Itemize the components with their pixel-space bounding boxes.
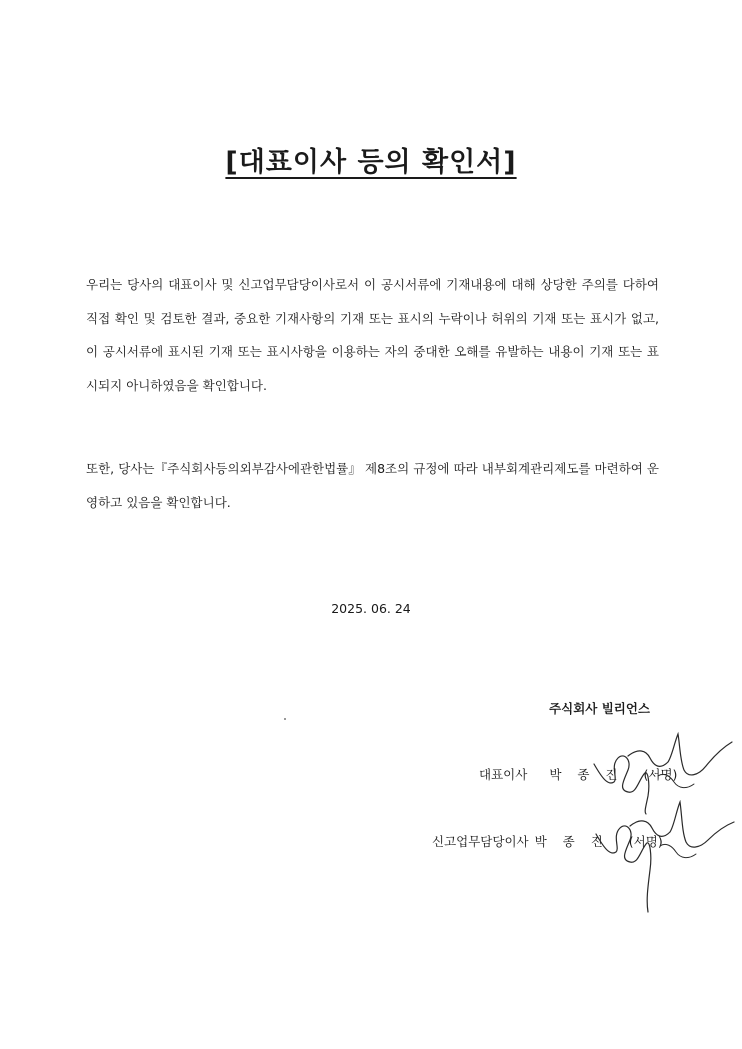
signature-mark-label: (서명) [643,767,678,782]
ceo-signature-line [479,764,677,786]
internal-control-paragraph: 또한, 당사는『주식회사등의외부감사에관한법률』 제8조의 규정에 따라 내부회계관리제도를 마련하여 운영하고 있음을 확인합니다. [86,461,659,510]
stray-mark [284,718,286,720]
signer-role: 신고업무담당이사 [432,834,529,849]
signer-name: 박 종 진 [534,834,609,849]
company-name: 주식회사 빌리언스 [549,701,650,716]
document-title: [대표이사 등의 확인서] [225,147,517,178]
document-date: 2025. 06. 24 [331,601,411,616]
signer-name: 박 종 진 [549,767,624,782]
signature-mark-label: (서명) [628,834,663,849]
handwritten-signature-icon [588,800,738,915]
confirmation-paragraph: 우리는 당사의 대표이사 및 신고업무담당이사로서 이 공시서류에 기재내용에 대해 상당한 주의를 다하여 직접 확인 및 검토한 결과, 중요한 기재사항의 기재 또는 표시의 누락이나 허위의 기재 또는 표시가 없고, 이 공시서류에 표시된 기재 또는 표시사항을 이용하는 자의 중대한 오해를 유발하는 내용이 기재 또는 표시되지 아니하였음을 확인합니다. [86,277,659,393]
signer-role: 대표이사 [479,767,528,782]
disclosure-officer-signature-line [432,831,663,853]
